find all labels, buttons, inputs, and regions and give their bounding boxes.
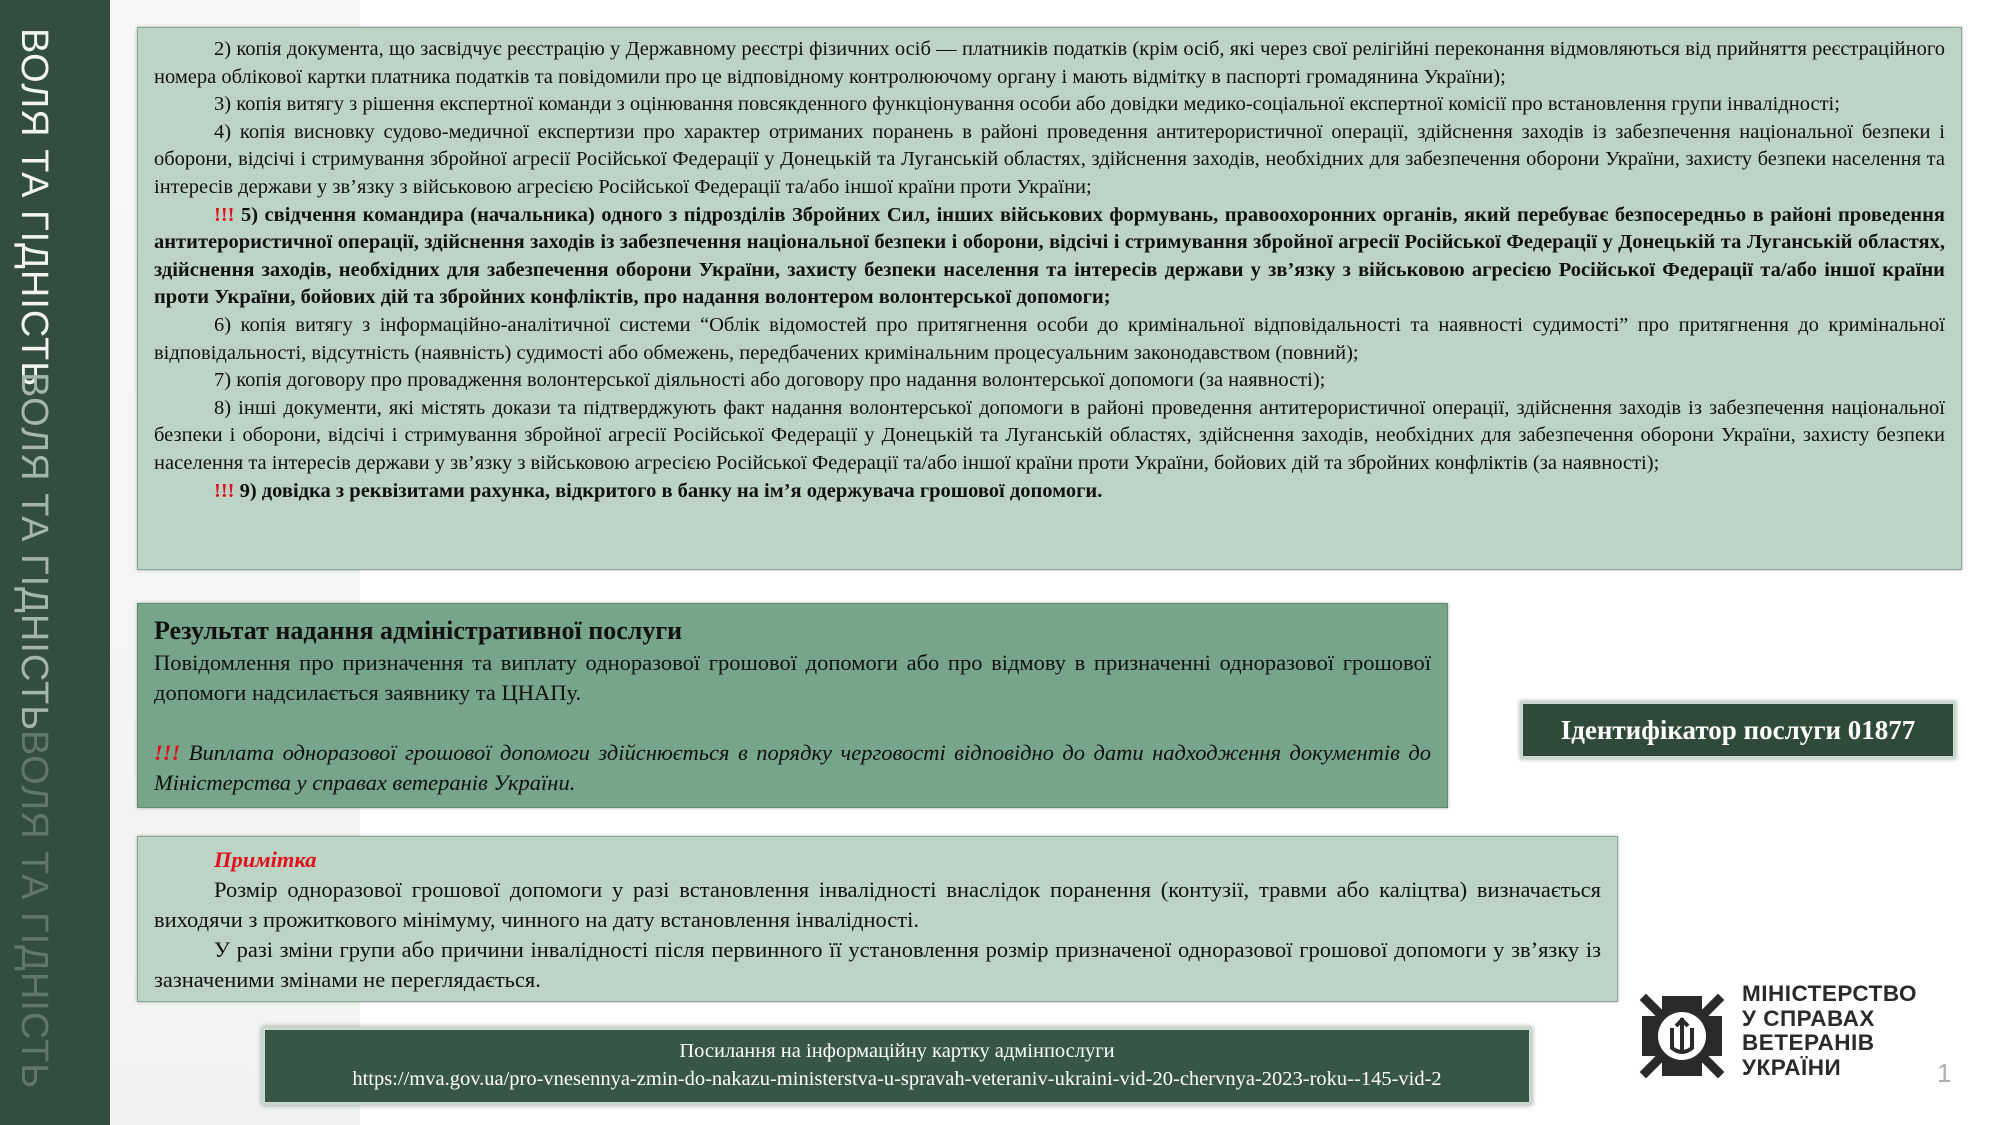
ministry-logo: [1632, 982, 1932, 1092]
document-item: 7) копія договору про провадження волонтерської діяльності або договору про надання волонтерської допомоги (за наявності);: [214, 369, 1326, 392]
alert-mark: !!!: [154, 740, 181, 765]
document-item-text: 5) свідчення командира (начальника) одного з підрозділів Збройних Сил, інших військових формувань, правоохоронних органів, який перебуває безпосередньо в районі проведення антитерористичної операції, здійснення заходів із забезпечення національної безпеки і оборони, відсічі і стримування збройної агресії Російської Федерації у Донецькій та Луганській областях, здійснення заходів, необхідних для забезпечення оборони України, захисту безпеки населення та інтересів держави у зв’язку з військовою агресією Російської Федерації та/або іншої країни проти України, бойових дій та збройних конфліктів, про надання волонтером волонтерської допомоги;: [154, 203, 1945, 309]
alert-mark: !!!: [214, 203, 235, 226]
sidebar-slogan: ВОЛЯ ТА ГІДНІСТЬ: [13, 372, 55, 732]
alert-mark: !!!: [214, 479, 235, 502]
document-item-text: 9) довідка з реквізитами рахунка, відкритого в банку на ім’я одержувача грошової допомоги.: [234, 479, 1103, 502]
link-label: Посилання на інформаційну картку адмінпослуги: [679, 1040, 1115, 1062]
ministry-emblem-icon: [1632, 986, 1732, 1086]
ministry-name-line: УКРАЇНИ: [1742, 1054, 1842, 1080]
note-paragraph: У разі зміни групи або причини інвалідності після первинного її установлення розмір призначеної одноразової грошової допомоги у зв’язку із зазначеними змінами не переглядається.: [154, 937, 1601, 992]
note-paragraph: Розмір одноразової грошової допомоги у разі встановлення інвалідності внаслідок поранення (контузії, травми або каліцтва) визначається виходячи з прожиткового мінімуму, чинного на дату встановлення інвалідності.: [154, 877, 1601, 932]
document-item: 8) інші документи, які містять докази та підтверджують факт надання волонтерської допомоги в районі проведення антитерористичної операції, здійснення заходів із забезпечення національної безпеки і оборони, відсічі і стримування збройної агресії Російської Федерації у Донецькій та Луганській областях, здійснення заходів, необхідних для забезпечення оборони України, захисту безпеки населення та інтересів держави у зв’язку з військовою агресією Російської Федерації та/або іншої країни проти України, бойових дій та збройних конфліктів (за наявності);: [154, 396, 1945, 474]
ministry-name-line: ВЕТЕРАНІВ: [1742, 1030, 1875, 1055]
document-item: 2) копія документа, що засвідчує реєстрацію у Державному реєстрі фізичних осіб — платників податків (крім осіб, які через свої релігійні переконання відмовляються від прийняття реєстраційного номера облікової картки платника податків та повідомили про це відповідному контролюючому органу і мають відмітку в паспорті громадянина України);: [154, 38, 1945, 88]
document-item-important: [154, 478, 1945, 506]
result-warning: [154, 738, 1431, 798]
result-warning-text: Виплата одноразової грошової допомоги здійснюється в порядку черговості відповідно до дати надходження документів до Міністерства у справах ветеранів України.: [154, 740, 1431, 795]
result-text: Повідомлення про призначення та виплату одноразової грошової допомоги або про відмову в призначенні одноразової грошової допомоги надсилається заявнику та ЦНАПу.: [154, 650, 1431, 705]
service-id-badge: Ідентифікатор послуги 01877: [1520, 701, 1956, 759]
note-title: Примітка: [214, 847, 317, 872]
document-item: 4) копія висновку судово-медичної експертизи про характер отриманих поранень в районі проведення антитерористичної операції, здійснення заходів із забезпечення національної безпеки і оборони, відсічі і стримування збройної агресії Російської Федерації у Донецькій та Луганській областях, здійснення заходів, необхідних для забезпечення оборони України, захисту безпеки населення та інтересів держави у зв’язку з військовою агресією Російської Федерації та/або іншої країни проти України;: [154, 120, 1945, 198]
document-item-important: [154, 202, 1945, 312]
info-card-link[interactable]: [262, 1027, 1532, 1105]
ministry-name-line: МІНІСТЕРСТВО: [1742, 981, 1918, 1006]
document-item: 6) копія витягу з інформаційно-аналітичної системи “Облік відомостей про притягнення особи до кримінальної відповідальності та наявності судимості” про притягнення до кримінальної відповідальності, відсутність (наявність) судимості або обмежень, передбачених кримінальним процесуальним законодавством (повний);: [154, 313, 1945, 364]
sidebar-slogan: ВОЛЯ ТА ГІДНІСТЬ: [13, 730, 55, 1090]
note-section: [137, 836, 1618, 1002]
result-title: Результат надання адміністративної послуги: [154, 616, 683, 645]
sidebar: [0, 0, 110, 1125]
ministry-name-line: У СПРАВАХ: [1742, 1005, 1875, 1031]
link-url[interactable]: https://mva.gov.ua/pro-vnesennya-zmin-do-nakazu-ministerstva-u-spravah-veteraniv-ukraini-vid-20-chervnya-2023-roku--145-vid-2: [352, 1068, 1442, 1090]
sidebar-slogan: ВОЛЯ ТА ГІДНІСТЬ: [13, 28, 55, 388]
documents-list: [137, 27, 1962, 570]
result-section: [137, 603, 1448, 808]
page-number: 1: [1937, 1058, 1952, 1088]
document-item: 3) копія витягу з рішення експертної команди з оцінювання повсякденного функціонування особи або довідки медико-соціальної експертної комісії про встановлення групи інвалідності;: [214, 93, 1840, 116]
ministry-name: [1742, 982, 1917, 1080]
